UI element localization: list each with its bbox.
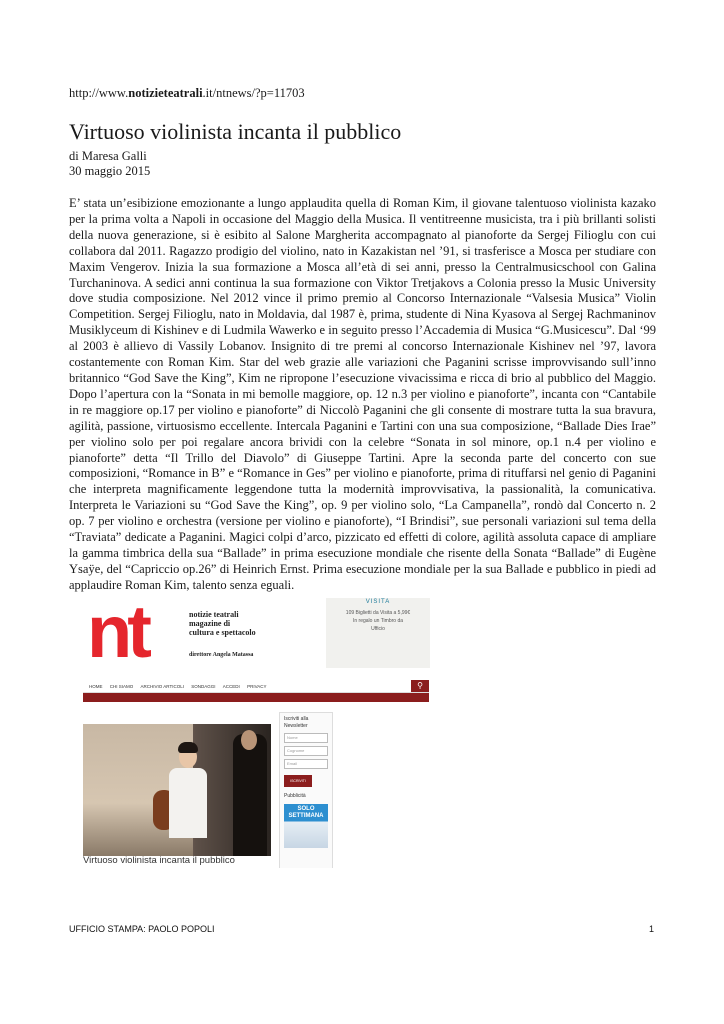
violinist-body — [169, 768, 207, 838]
article-author: di Maresa Galli — [69, 149, 147, 163]
logo-line-3: cultura e spettacolo — [189, 628, 256, 637]
newsletter-title: Iscriviti alla Newsletter — [284, 716, 309, 729]
article-body: E’ stata un’esibizione emozionante a lungo applaudita quella di Roman Kim, il giovane talentuoso violinista kazako per la prima volta a Napoli in occasione del Maggio della Musica. Il ventitreenne musicista, tra i più brillanti solisti della nuova generazione, si è esibito al Salone Margherita accompagnato al pianoforte da Sergej Filioglu con cui collabora dal 2011. Ragazzo prodigio del violino, nato in Kazakistan nel ’91, si trasferisce a Mosca per studiare con Maxim Vengerov. Inizia la sua formazione a Mosca all’età di sei anni, presso la Centralmusicschool con Galina Turchaninova. A sedici anni continua la sua formazione con Viktor Tretjakovs a Colonia presso la Music University dove studia composizione. Nel 2012 vince il primo premio al Concorso Internazionale “Valsesia Musica” Violin Competition. Sergej Filioglu, nato in Moldavia, dal 1987 è, prima, studente di Nina Kyasova al Sergej Rachmaninov Musiklyceum di Kishinev e di Ludmila Wawerko e in seguito presso l’Accademia di Musica “G.Musicescu”. Dal ‘99 al 2003 è allievo di Vassily Lobanov. Insignito di tre premi al concorso Internazionale Kishinev nel ’97, lavora costantemente con Roman Kim. Star del web grazie alle variazioni che Paganini scrisse improvvisando sull’inno britannico “God Save the King”, Kim ne ripropone l’esecuzione vivacissima e ricca di brio al pubblico del Maggio. Dopo l’apertura con la “Sonata in mi bemolle maggiore, op. 12 n.3 per violino e pianoforte”, incanta con “Cantabile in re maggiore op.17 per violino e pianoforte” di Niccolò Paganini che gli consente di mostrare tutta la sua bravura, agilità, passione, virtuosismo eccellente. Intercala Paganini e Tartini con una sua composizione, “Ballade Dies Irae” per violino solo per poi regalare ancora brividi con la celebre “Sonata in sol minore, op.1 n.4 per violino e pianoforte” detta “Il Trillo del Diavolo” di Giuseppe Tartini. Apre la seconda parte del concerto con sue composizioni, “Romance in B” e “Romance in Ges” per violino e pianoforte, prima di rituffarsi nel genio di Paganini che interpreta magnificamente leggendone tutta la modernità improvvisativa, la passionalità, la comunicativa. Interpreta le Variazioni su “God Save the King”, op. 9 per violino solo, “La Campanella”, rondò dal Concerto n. 2 op. 7 per violino e orchestra (versione per violino e pianoforte), “I Brindisi”, sue personali variazioni sul tema della “Traviata” dedicate a Paganini. Magici colpi d’arco, pizzicato ed effetti di colore, agilità assoluta capace di ampliare la gamma timbrica della sua “Ballade” in prima esecuzione mondiale che risente della Sonata “Ballade” di Eugène Ysaÿe, del “Capriccio op.26” di Heinrich Ernst. Prima esecuzione mondiale per la sua Ballade e pubblico in piedi ad applaudire Roman Kim, talento senza eguali. — [69, 196, 656, 592]
nav-item-privacy[interactable]: PRIVACY — [247, 684, 267, 689]
nav-item-home[interactable]: HOME — [89, 684, 103, 689]
category-bar — [83, 693, 429, 702]
url-prefix: http://www. — [69, 86, 129, 100]
logo-tagline — [189, 610, 256, 637]
search-icon[interactable]: ⚲ — [411, 680, 429, 692]
nav-item-archivio[interactable]: ARCHIVIO ARTICOLI — [140, 684, 184, 689]
pianist-head — [241, 730, 257, 750]
newsletter-sidebar — [279, 712, 333, 868]
byline — [69, 149, 150, 179]
nt-logo: nt — [87, 596, 147, 673]
subscribe-button[interactable]: ISCRIVITI — [284, 775, 312, 787]
ad-banner — [326, 598, 430, 668]
ad-text — [326, 609, 430, 633]
name-field[interactable]: Nome — [284, 733, 328, 743]
source-url[interactable] — [69, 86, 305, 101]
url-path: .it/ntnews/?p=11703 — [202, 86, 305, 100]
concert-photo — [83, 724, 271, 856]
ad-line-1: 109 Biglietti da Visita a 5,99€ — [345, 610, 411, 616]
article-date: 30 maggio 2015 — [69, 164, 151, 178]
logo-line-2: magazine di — [189, 619, 231, 628]
site-nav — [83, 680, 429, 693]
ad-line-2: In regalo un Timbro da — [352, 618, 404, 624]
surname-field[interactable]: Cognome — [284, 746, 328, 756]
logo-line-1: notizie teatrali — [189, 610, 239, 619]
magazine-ad[interactable]: SOLO SETTIMANA — [284, 804, 328, 848]
email-field[interactable]: Email — [284, 759, 328, 769]
ad-line-3: Ufficio — [371, 626, 385, 632]
page-number: 1 — [649, 924, 655, 934]
director-line: direttore Angela Matassa — [189, 652, 254, 658]
ads-label: Pubblicità — [284, 793, 306, 799]
ad-heading: VISITA — [365, 599, 391, 605]
footer-office: UFFICIO STAMPA: PAOLO POPOLI — [69, 924, 215, 934]
pianist-figure — [233, 734, 267, 856]
violinist-hair — [178, 742, 198, 753]
photo-caption: Virtuoso violinista incanta il pubblico — [83, 855, 235, 866]
article-title: Virtuoso violinista incanta il pubblico — [69, 119, 402, 144]
nav-item-chi-siamo[interactable]: CHI SIAMO — [109, 684, 134, 689]
url-domain: notizieteatrali — [128, 86, 203, 100]
nav-item-sondaggi[interactable]: SONDAGGI — [191, 684, 216, 689]
website-screenshot — [69, 596, 441, 868]
nav-item-accedi[interactable]: ACCEDI — [222, 684, 240, 689]
